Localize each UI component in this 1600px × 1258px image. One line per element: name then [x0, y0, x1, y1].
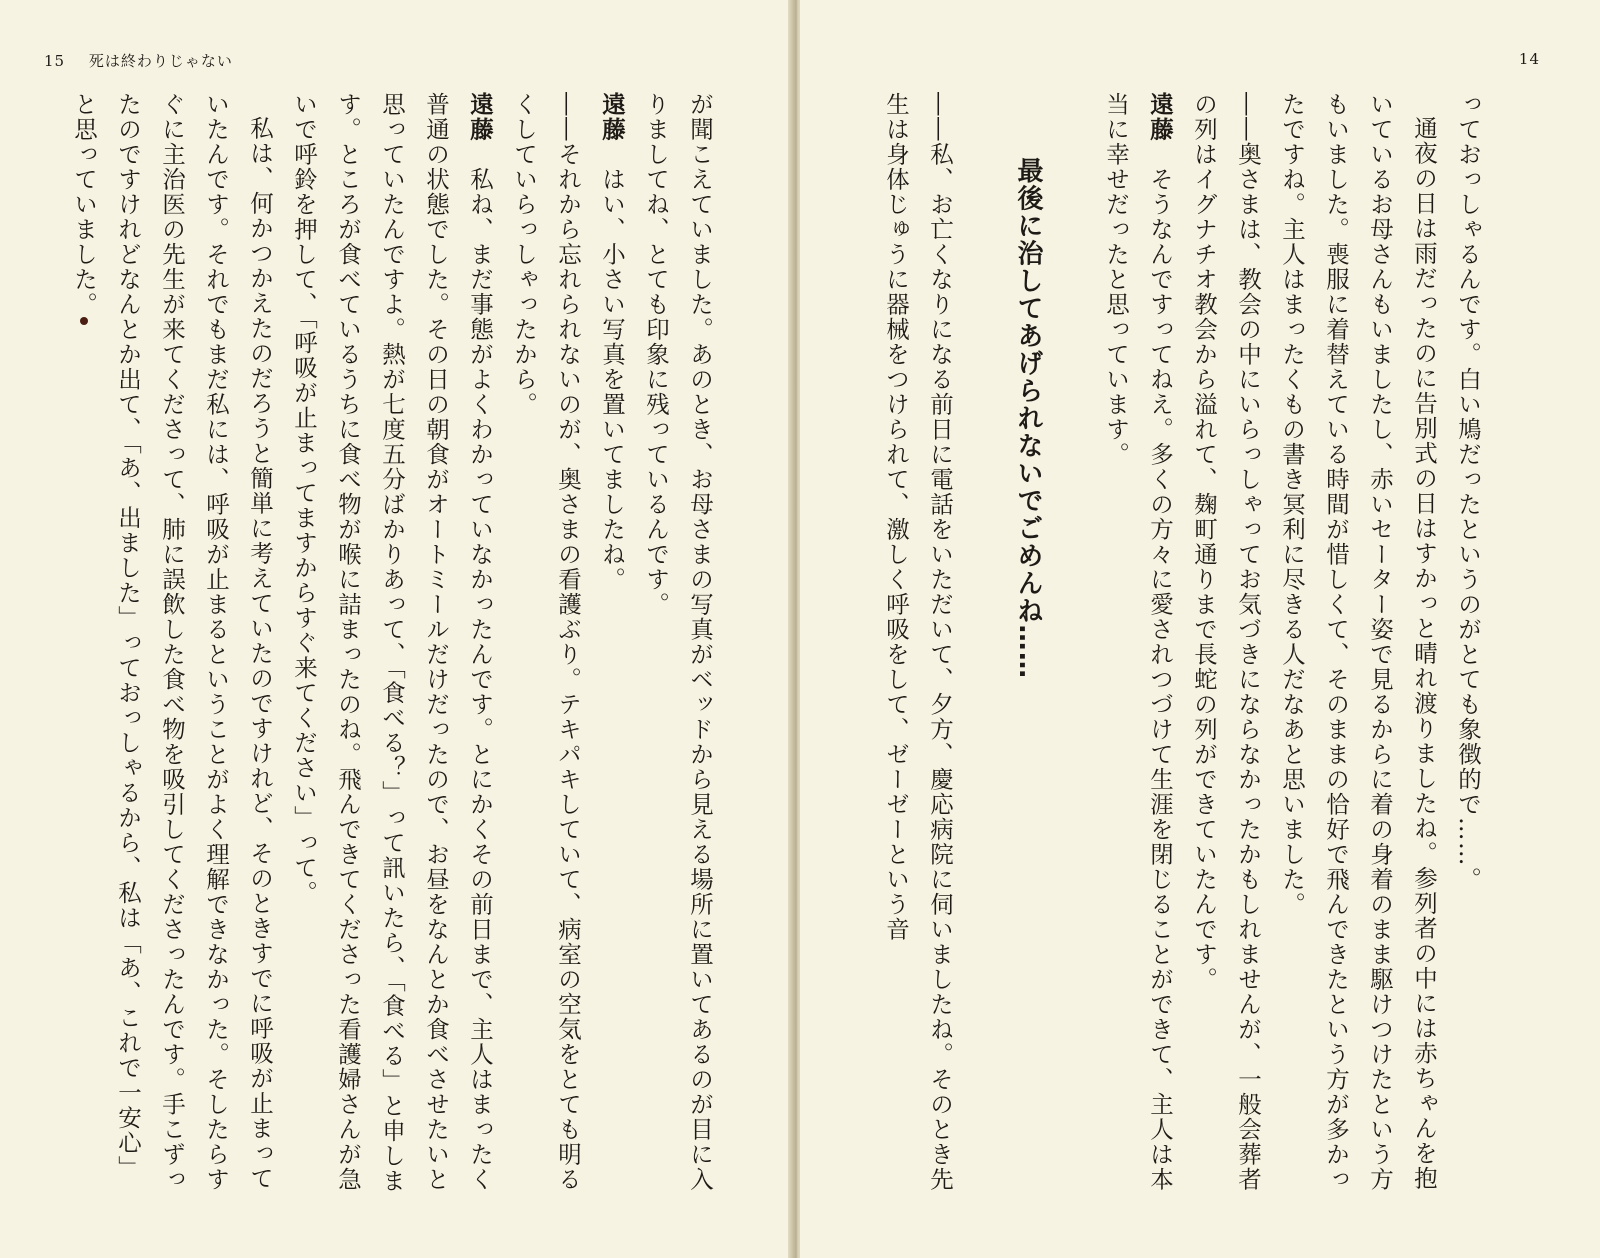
paragraph-text: が聞こえていました。あのとき、お母さまの写真がベッドから見える場所に置いてあるのが目に入りましてね、とても印象に残っているんです。 [642, 92, 714, 1192]
right-running-head [1519, 50, 1540, 68]
paragraph-text: ――それから忘れられないのが、奥さまの看護ぶり。テキパキしていて、病室の空気をとても明るくしていらっしゃったから。 [510, 92, 582, 1192]
right-page [800, 0, 1600, 1258]
left-page-number: 15 [44, 52, 66, 70]
left-paragraph-3 [502, 92, 590, 1204]
speaker-label: 遠藤 [598, 92, 626, 142]
paragraph-text: ――奥さまは、教会の中にいらっしゃってお気づきにならなかったかもしれませんが、一般会葬者の列はイグナチオ教会から溢れて、麹町通りまで長蛇の列ができていたんです。 [1190, 92, 1262, 1192]
paragraph-text: そうなんですってねえ。多くの方々に愛されつづけて生涯を閉じることができて、主人は本当に幸せだったと思っています。 [1102, 92, 1174, 1192]
left-running-head [44, 50, 233, 71]
paragraph-text: ――私、お亡くなりになる前日に電話をいただいて、夕方、慶応病院に伺いましたね。そのとき先生は身体じゅうに器械をつけられて、激しく呼吸をして、ゼーゼーという音 [882, 92, 954, 1192]
running-title: 死は終わりじゃない [88, 52, 233, 70]
left-paragraph-1 [634, 92, 722, 1204]
speaker-label: 遠藤 [1146, 92, 1174, 142]
paragraph-text: っておっしゃるんです。白い鳩だったというのがとても象徴的で……。 [1454, 92, 1482, 892]
left-paragraph-4 [282, 92, 502, 1204]
blank-column [1050, 92, 1094, 1204]
left-page-body [32, 92, 722, 1204]
ink-dot-mark [80, 317, 88, 325]
paragraph-text: はい、小さい写真を置いてましたね。 [598, 167, 626, 592]
paragraph-text: 私は、何かつかえたのだろうと簡単に考えていたのですけれど、そのときすでに呼吸が止まっていたんです。それでもまだ私には、呼吸が止まるということがよく理解できなかった。そしたらすぐに主治医の先生が来てくださって、肺に誤飲した食べ物を吸引してくださったんです。手こずったのですけれどなんとか出て、「あ、出ました」っておっしゃるから、私は「あ、これで一安心」と思っていました。 [70, 92, 274, 1192]
right-paragraph-5 [874, 92, 962, 1204]
paragraph-text: 私ね、まだ事態がよくわかっていなかったんです。とにかくその前日まで、主人はまったく普通の状態でした。その日の朝食がオートミールだけだったので、お昼をなんとか食べさせたいと思っていたんですよ。熱が七度五分ばかりあって、「食べる？」って訊いたら、「食べる」と申します。ところが食べているうちに食べ物が喉に詰まったのね。飛んできてくださった看護婦さんが急いで呼鈴を押して、「呼吸が止まってますからすぐ来てください」って。 [290, 92, 494, 1194]
speaker-label: 遠藤 [466, 92, 494, 142]
right-paragraph-2 [1270, 92, 1446, 1204]
section-heading: 最後に治してあげられないでごめんね…… [1013, 157, 1043, 680]
right-paragraph-3 [1182, 92, 1270, 1204]
right-paragraph-4 [1094, 92, 1182, 1204]
right-page-number: 14 [1518, 50, 1540, 68]
blank-column [962, 92, 1006, 1204]
right-page-body [800, 92, 1490, 1204]
left-paragraph-5 [62, 92, 282, 1204]
left-paragraph-2 [590, 92, 634, 1204]
right-paragraph-1 [1446, 92, 1490, 1204]
paragraph-text: 通夜の日は雨だったのに告別式の日はすかっと晴れ渡りましたね。参列者の中には赤ちゃんを抱いているお母さんもいましたし、赤いセーター姿で見るからに着の身着のまま駆けつけたという方もいました。喪服に着替えている時間が惜しくて、そのままの恰好で飛んできたという方が多かったですね。主人はまったくもの書き冥利に尽きる人だなあと思いました。 [1278, 92, 1438, 1192]
left-page [0, 0, 792, 1258]
